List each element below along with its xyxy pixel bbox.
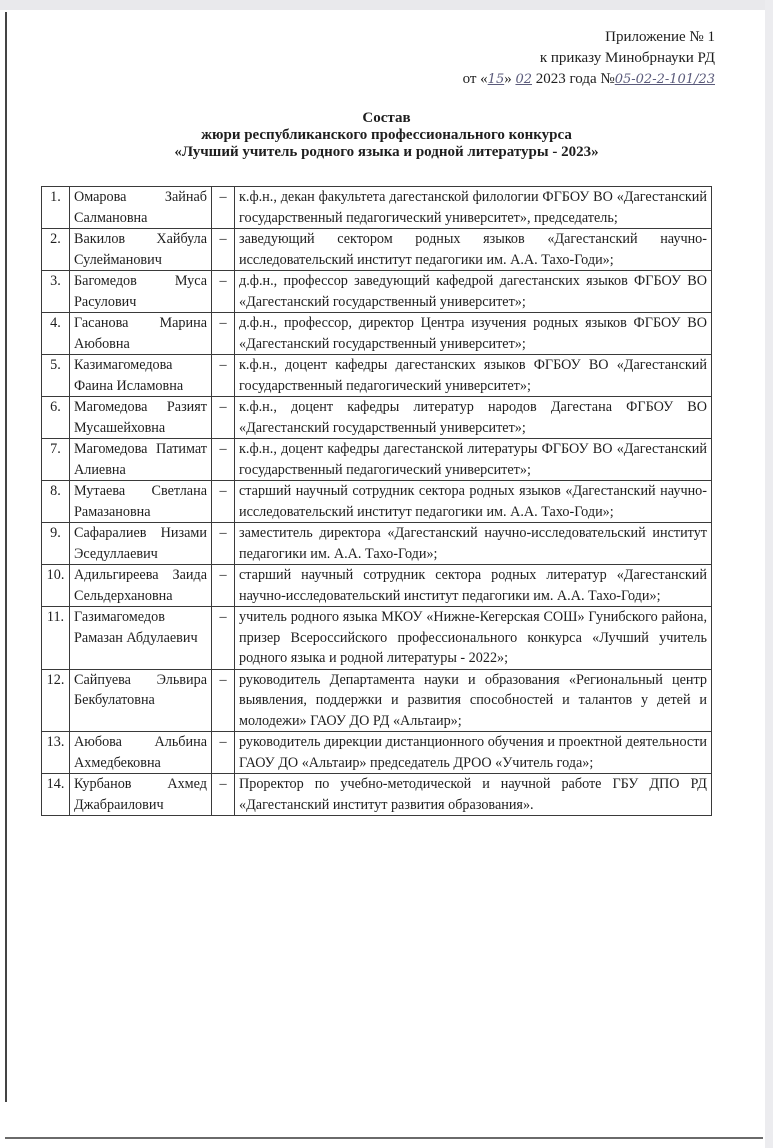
dash-separator: – bbox=[212, 523, 235, 565]
jury-row bbox=[42, 355, 712, 397]
date-prefix: от « bbox=[462, 71, 488, 87]
row-number: 3. bbox=[42, 271, 70, 313]
member-description: заместитель директора «Дагестанский научно-исследовательский институт педагогики им. А.А. Тахо-Годи»; bbox=[235, 523, 712, 565]
appendix-label: Приложение № 1 bbox=[605, 29, 715, 45]
order-number: 05-02-2-101/23 bbox=[614, 72, 715, 87]
member-name: Курбанов Ахмед Джабраилович bbox=[70, 774, 212, 816]
member-description: заведующий сектором родных языков «Дагестанский научно-исследовательский институт педагогики им. А.А. Тахо-Годи»; bbox=[235, 229, 712, 271]
dash-separator: – bbox=[212, 669, 235, 732]
dash-separator: – bbox=[212, 313, 235, 355]
document-title bbox=[0, 110, 773, 161]
dash-separator: – bbox=[212, 271, 235, 313]
title-line-2: жюри республиканского профессионального конкурса bbox=[201, 127, 572, 143]
dash-separator: – bbox=[212, 355, 235, 397]
order-date-line bbox=[463, 69, 715, 90]
title-line-3: «Лучший учитель родного языка и родной литературы - 2023» bbox=[174, 144, 599, 160]
member-name: Сайпуева Эльвира Бекбулатовна bbox=[70, 669, 212, 732]
member-name: Аюбова Альбина Ахмедбековна bbox=[70, 732, 212, 774]
jury-row bbox=[42, 732, 712, 774]
order-month: 02 bbox=[515, 72, 533, 87]
member-description: к.ф.н., доцент кафедры литератур народов Дагестана ФГБОУ ВО «Дагестанский государственный университет»; bbox=[235, 397, 712, 439]
row-number: 8. bbox=[42, 481, 70, 523]
row-number: 13. bbox=[42, 732, 70, 774]
row-number: 10. bbox=[42, 565, 70, 607]
member-description: руководитель Департамента науки и образования «Региональный центр выявления, поддержки и развития способностей и талантов у детей и молодежи» ГАОУ ДО РД «Альтаир»; bbox=[235, 669, 712, 732]
dash-separator: – bbox=[212, 397, 235, 439]
row-number: 11. bbox=[42, 607, 70, 670]
dash-separator: – bbox=[212, 565, 235, 607]
jury-row bbox=[42, 669, 712, 732]
appendix-header bbox=[463, 27, 715, 90]
member-description: к.ф.н., доцент кафедры дагестанских языков ФГБОУ ВО «Дагестанский государственный педагогический университет»; bbox=[235, 355, 712, 397]
jury-row bbox=[42, 439, 712, 481]
row-number: 4. bbox=[42, 313, 70, 355]
jury-row bbox=[42, 607, 712, 670]
member-description: учитель родного языка МКОУ «Нижне-Кегерская СОШ» Гунибского района, призер Всероссийского профессионального конкурса «Лучший учитель родного языка и родной литературы - 2022»; bbox=[235, 607, 712, 670]
jury-row bbox=[42, 271, 712, 313]
jury-row bbox=[42, 565, 712, 607]
member-name: Сафаралиев Низами Эседуллаевич bbox=[70, 523, 212, 565]
member-description: Проректор по учебно-методической и научной работе ГБУ ДПО РД «Дагестанский институт развития образования». bbox=[235, 774, 712, 816]
date-mid: » bbox=[504, 71, 516, 87]
row-number: 14. bbox=[42, 774, 70, 816]
dash-separator: – bbox=[212, 607, 235, 670]
dash-separator: – bbox=[212, 187, 235, 229]
title-line-1: Состав bbox=[362, 110, 411, 126]
member-name: Адильгиреева Заида Сельдерхановна bbox=[70, 565, 212, 607]
row-number: 5. bbox=[42, 355, 70, 397]
row-number: 12. bbox=[42, 669, 70, 732]
member-name: Казимагомедова Фаина Исламовна bbox=[70, 355, 212, 397]
member-description: старший научный сотрудник сектора родных языков «Дагестанский научно-исследовательский институт педагогики им. А.А. Тахо-Годи»; bbox=[235, 481, 712, 523]
jury-row bbox=[42, 481, 712, 523]
viewer-top-strip bbox=[0, 0, 773, 10]
member-description: руководитель дирекции дистанционного обучения и проектной деятельности ГАОУ ДО «Альтаир» председатель ДРОО «Учитель года»; bbox=[235, 732, 712, 774]
jury-row bbox=[42, 523, 712, 565]
row-number: 7. bbox=[42, 439, 70, 481]
row-number: 2. bbox=[42, 229, 70, 271]
page-left-edge bbox=[5, 12, 7, 1102]
jury-row bbox=[42, 187, 712, 229]
member-description: старший научный сотрудник сектора родных литератур «Дагестанский научно-исследовательский институт педагогики им. А.А. Тахо-Годи»; bbox=[235, 565, 712, 607]
order-day: 15 bbox=[487, 72, 505, 87]
member-name: Гасанова Марина Аюбовна bbox=[70, 313, 212, 355]
jury-row bbox=[42, 313, 712, 355]
jury-row bbox=[42, 774, 712, 816]
row-number: 9. bbox=[42, 523, 70, 565]
dash-separator: – bbox=[212, 229, 235, 271]
dash-separator: – bbox=[212, 732, 235, 774]
jury-row bbox=[42, 229, 712, 271]
jury-table bbox=[41, 186, 712, 816]
member-description: к.ф.н., декан факультета дагестанской филологии ФГБОУ ВО «Дагестанский государственный педагогический университет», председатель; bbox=[235, 187, 712, 229]
order-reference: к приказу Минобрнауки РД bbox=[539, 50, 715, 66]
member-name: Омарова Зайнаб Салмановна bbox=[70, 187, 212, 229]
row-number: 1. bbox=[42, 187, 70, 229]
member-name: Магомедова Разият Мусашейховна bbox=[70, 397, 212, 439]
member-name: Магомедова Патимат Алиевна bbox=[70, 439, 212, 481]
jury-row bbox=[42, 397, 712, 439]
member-name: Газимагомедов Рамазан Абдулаевич bbox=[70, 607, 212, 670]
dash-separator: – bbox=[212, 774, 235, 816]
member-description: д.ф.н., профессор, директор Центра изучения родных языков ФГБОУ ВО «Дагестанский государственный университет»; bbox=[235, 313, 712, 355]
page-bottom-edge bbox=[5, 1137, 763, 1139]
row-number: 6. bbox=[42, 397, 70, 439]
dash-separator: – bbox=[212, 439, 235, 481]
member-description: к.ф.н., доцент кафедры дагестанской литературы ФГБОУ ВО «Дагестанский государственный педагогический университет»; bbox=[235, 439, 712, 481]
dash-separator: – bbox=[212, 481, 235, 523]
member-name: Мутаева Светлана Рамазановна bbox=[70, 481, 212, 523]
member-name: Вакилов Хайбула Сулейманович bbox=[70, 229, 212, 271]
member-description: д.ф.н., профессор заведующий кафедрой дагестанских языков ФГБОУ ВО «Дагестанский государственный университет»; bbox=[235, 271, 712, 313]
jury-table-body bbox=[42, 187, 712, 816]
member-name: Багомедов Муса Расулович bbox=[70, 271, 212, 313]
date-year: 2023 года № bbox=[532, 71, 615, 87]
viewer-right-strip bbox=[765, 0, 773, 1148]
